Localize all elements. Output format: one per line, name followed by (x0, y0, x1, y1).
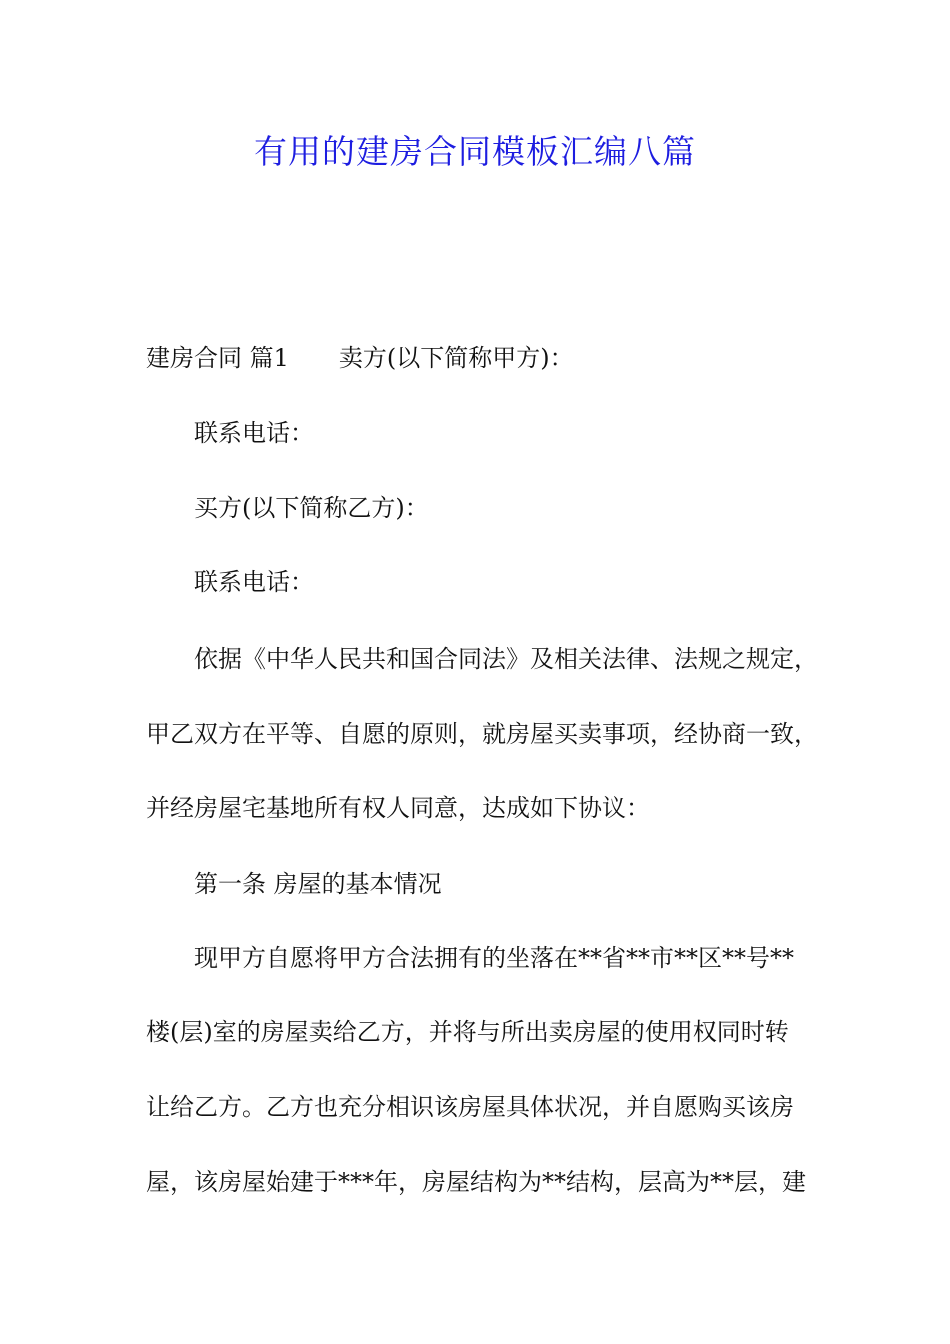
buyer-label-line: 买方(以下简称乙方)： (194, 494, 429, 522)
paragraph-line: 让给乙方。乙方也充分相识该房屋具体状况，并自愿购买该房 (146, 1093, 794, 1121)
document-title: 有用的建房合同模板汇编八篇 (254, 132, 696, 171)
paragraph-line: 楼(层)室的房屋卖给乙方，并将与所出卖房屋的使用权同时转 (146, 1018, 789, 1046)
contract-heading-line (146, 340, 574, 376)
article-heading: 第一条 房屋的基本情况 (194, 870, 442, 898)
paragraph-line: 屋，该房屋始建于***年，房屋结构为**结构，层高为**层，建 (146, 1168, 806, 1196)
buyer-phone-line: 联系电话： (194, 568, 314, 596)
paragraph-line: 甲乙双方在平等、自愿的原则，就房屋买卖事项，经协商一致， (146, 720, 818, 748)
paragraph-line: 并经房屋宅基地所有权人同意，达成如下协议： (146, 794, 650, 822)
seller-phone-line: 联系电话： (194, 419, 314, 447)
contract-heading: 建房合同 篇1 (146, 344, 289, 372)
paragraph-line: 现甲方自愿将甲方合法拥有的坐落在**省**市**区**号** (194, 944, 794, 972)
seller-label: 卖方(以下简称甲方)： (338, 344, 574, 372)
paragraph-line: 依据《中华人民共和国合同法》及相关法律、法规之规定， (194, 645, 818, 673)
